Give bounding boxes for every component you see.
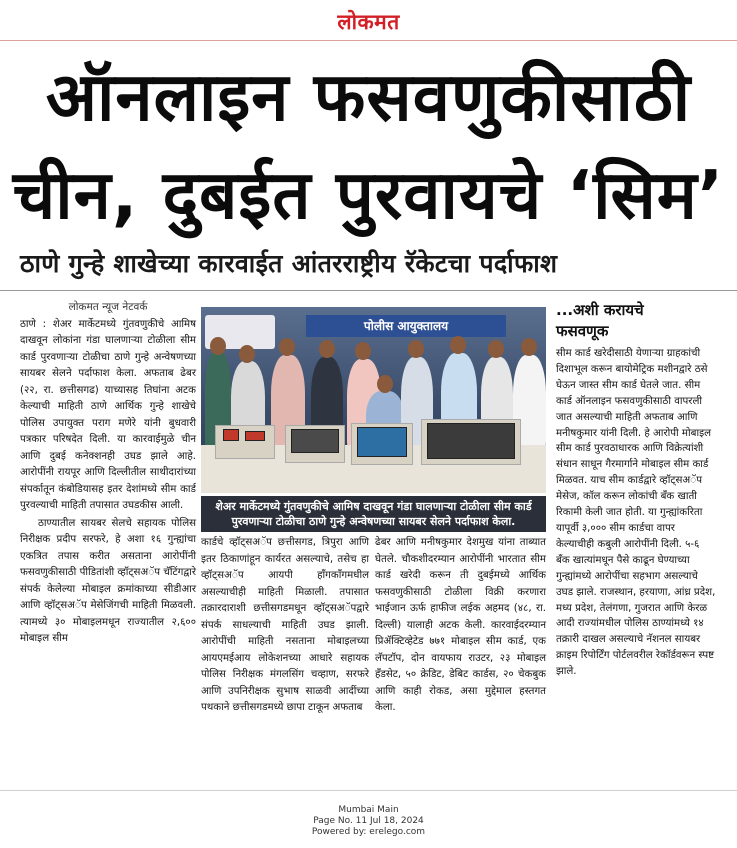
article-paragraph: ठाणे : शेअर मार्केटमध्ये गुंतवणुकीचे आमिष दाखवून लोकांना गंडा घालणाऱ्या टोळीला सीम कार्ड पुरवणाऱ्या टोळीचा ठाणे गुन्हे अन्वेषणच्या सायबर सेलने पर्दाफाश केला. अफताब ढेबर (२२, रा. छत्तीसगढ) याच्यासह तिघांना अटक केल्याची माहिती ठाणे आर्थिक गुन्हे शाखेचे पोलिस उपायुक्त पराग मणेरे यांनी बुधवारी पत्रकार परिषदेत दिली. या कारवाईमुळे चीन आणि दुबई कनेक्शनही उघड झाले आहे. आरोपींनी रायपूर आणि दिल्लीतील साथीदारांच्या संपर्कातून कंबोडियासह इतर देशांमध्ये सीम कार्ड पुरवल्याची माहिती तपासात उघडकीस आली. bbox=[20, 318, 196, 511]
article-paragraph: कार्डचे व्हॉट्सअॅप छत्तीसगड, त्रिपुरा आणि इतर ठिकाणांहून कार्यरत असल्याचे, तसेच हा व्हॉट्सअॅप आयपी हाँगकाँगमधील असल्याचीही माहिती मिळाली. तपासात तक्रारदाराशी छत्तीसगडमधून व्हॉट्सअॅपद्वारे संपर्क साधल्याची माहिती उघड झाली. आरोपींची माहिती नसताना मोबाइलच्या आयएमईआय लोकेशनच्या आधारे सहायक पोलिस निरीक्षक मंगलसिंग चव्हाण, सरफरे आणि उपनिरीक्षक सुभाष साळवी आदींच्या पथकाने छत्तीसगडमध्ये छापा टाकून अफताब bbox=[201, 537, 369, 713]
footer-powered-by: Powered by: erelego.com bbox=[311, 827, 426, 837]
article-paragraph: ढेबर आणि मनीषकुमार देशमुख यांना ताब्यात घेतले. चौकशीदरम्यान आरोपींनी भारतात सीम कार्ड खरेदी करून ती दुबईमध्ये आर्थिक फसवणुकीसाठी टोळीला विक्री करणारा भाईजान ऊर्फ हाफीज लईक अहमद (४८, रा. दिल्ली) यालाही अटक केली. कारवाईदरम्यान प्रिॲक्टिव्हेटेड ७७१ मोबाइल सीम कार्ड, एक लॅपटॉप, दोन वायफाय राउटर, २३ मोबाइल हँडसेट, ५० क्रेडिट, डेबिट कार्डस, २० चेकबुक आणि काही रोकड, असा मुद्देमाल हस्तगत केला. bbox=[375, 537, 546, 713]
sidebar-title-line-2: फसवणूक bbox=[556, 322, 609, 340]
masthead bbox=[0, 0, 737, 40]
person-head bbox=[279, 338, 295, 356]
photo-banner: पोलीस आयुक्तालय bbox=[306, 315, 506, 337]
sidebar-box bbox=[556, 300, 716, 680]
subheadline: ठाणे गुन्हे शाखेच्या कारवाईत आंतरराष्ट्रीय रॅकेटचा पर्दाफाश bbox=[20, 249, 558, 278]
seized-items bbox=[427, 423, 515, 459]
sidebar-title bbox=[556, 300, 716, 342]
footer-divider bbox=[0, 790, 737, 791]
masthead-divider bbox=[0, 40, 737, 41]
news-photo bbox=[201, 307, 546, 493]
sidebar-title-line-1: ...अशी करायचे bbox=[556, 301, 644, 319]
article-column-1 bbox=[20, 299, 196, 649]
seized-items bbox=[291, 429, 339, 453]
person-head bbox=[450, 336, 466, 354]
article-column-2 bbox=[201, 535, 369, 718]
seized-items bbox=[223, 429, 239, 441]
person-head bbox=[521, 338, 537, 356]
person-head bbox=[210, 337, 226, 355]
headline-line-1: ऑनलाइन फसवणुकीसाठी bbox=[45, 58, 692, 136]
footer-page: Page No. 11 Jul 18, 2024 bbox=[313, 816, 424, 826]
headline-line-2: चीन, दुबईत पुरवायचे ‘सिम’ bbox=[12, 156, 725, 234]
footer-edition: Mumbai Main bbox=[338, 805, 399, 815]
seized-items bbox=[245, 431, 265, 441]
subhead-divider bbox=[0, 290, 737, 291]
lokmat-logo: लोकमत bbox=[337, 9, 400, 34]
sidebar-body: सीम कार्ड खरेदीसाठी येणाऱ्या ग्राहकांची दिशाभूल करून बायोमेट्रिक मशीनद्वारे ठसे घेऊन जास्त सीम कार्ड घेतले जात. सीम कार्ड ऑनलाइन फसवणुकीसाठी वापरली जात असल्याची माहिती अफताब आणि मनीषकुमार यांनी दिली. हे आरोपी मोबाइल सीम कार्ड पुरवठाधारक आणि विक्रेत्यांशी संधान साधून गैरमार्गाने मोबाइल सीम कार्ड मिळवत. याच सीम कार्डद्वारे व्हॉट्सअॅप मेसेज, कॉल करून लोकांची बँक खाती रिकामी केली जात होती. या गुन्ह्यांकरिता यापूर्वी ३,००० सीम कार्डचा वापर केल्याचीही कबुली आरोपींनी दिली. ५-६ बँक खात्यांमधून पैसे काढून घेण्याच्या गुन्ह्यांमध्ये आरोपींचा सहभाग असल्याचे उघड झाले. राजस्थान, हरयाणा, आंध्र प्रदेश, मध्य प्रदेश, तेलंगणा, गुजरात आणि केरळ आदी राज्यांमधील पोलिस ठाण्यांमध्ये १४ तक्रारी दाखल असल्याचे नॅशनल सायबर क्राइम रिपोर्टिंग पोर्टलवरील रेकॉर्डवरून स्पष्ट झाले. bbox=[556, 348, 716, 678]
article-paragraph: ठाण्यातील सायबर सेलचे सहायक पोलिस निरीक्षक प्रदीप सरफरे, हे अशा १६ गुन्ह्यांचा एकत्रित तपास करीत असताना आरोपींनी फसवणुकीसाठी पीडितांशी व्हॉट्सअॅप चॅटिंगद्वारे संपर्क केलेल्या मोबाइल क्रमांकाच्या सीडीआर आणि व्हॉट्सअॅप मेसेजिंगची माहिती मिळवली. त्यामध्ये ३० मोबाइलमधून राज्यातील २,६०० मोबाइल सीम bbox=[20, 517, 196, 644]
person-head bbox=[408, 340, 424, 358]
photo-caption: शेअर मार्केटमध्ये गुंतवणुकीचे आमिष दाखवून गंडा घालणाऱ्या टोळीला सीम कार्ड पुरवणाऱ्या टोळीचा ठाणे गुन्हे अन्वेषणच्या सायबर सेलने पर्दाफाश केला. bbox=[201, 496, 546, 532]
headline bbox=[0, 48, 737, 244]
page-footer bbox=[0, 805, 737, 838]
byline: लोकमत न्यूज नेटवर्क bbox=[68, 301, 148, 313]
person-head bbox=[319, 340, 335, 358]
person-head bbox=[377, 375, 393, 393]
person-head bbox=[488, 340, 504, 358]
person-head bbox=[239, 345, 255, 363]
person-head bbox=[355, 342, 371, 360]
article-column-3 bbox=[375, 535, 546, 718]
seized-items bbox=[357, 427, 407, 457]
